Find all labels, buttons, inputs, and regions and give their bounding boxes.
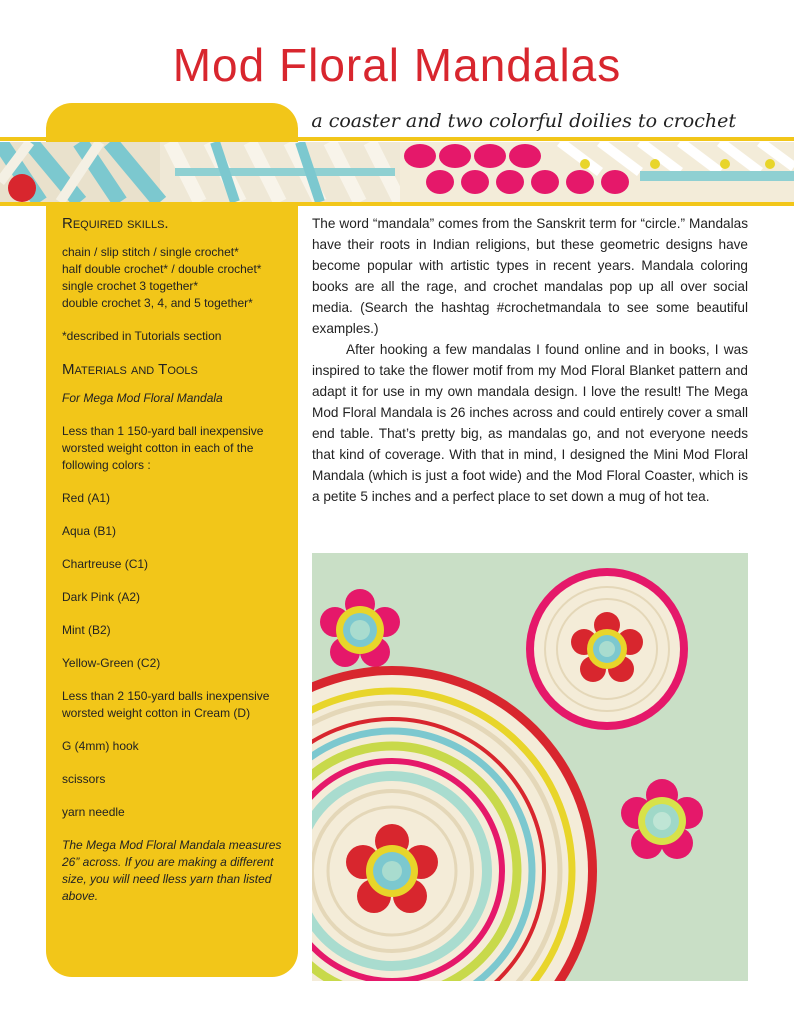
banner-top-rule <box>0 137 794 141</box>
sidebar-content <box>62 215 287 921</box>
skills-note: *described in Tutorials section <box>62 329 222 343</box>
needle-item: yarn needle <box>62 805 125 819</box>
skill-item: single crochet 3 together* <box>62 279 199 293</box>
size-note: The Mega Mod Floral Mandala measures 26” across. If you are making a different size, you will need lless yarn than listed above. <box>62 838 282 903</box>
crochet-banner-image <box>0 142 794 202</box>
skills-list <box>62 244 287 312</box>
mandala-photo <box>312 553 748 981</box>
color-item: Dark Pink (A2) <box>62 590 141 604</box>
yarn-requirement-1: Less than 1 150-yard ball inexpensive worsted weight cotton in each of the following colors : <box>62 424 264 472</box>
page-subtitle: a coaster and two colorful doilies to crochet <box>311 110 736 132</box>
intro-paragraph-2: After hooking a few mandalas I found online and in books, I was inspired to take the flower motif from my Mod Floral Blanket pattern and adapt it for use in my own mandala design. I love the result! The Mega Mod Floral Mandala is 26 inches across and could entirely cover a small end table. That’s pretty big, as mandalas go, and not everyone needs that kind of coverage. With that in mind, I designed the Mini Mod Floral Mandala (which is just a foot wide) and the Mod Floral Coaster, which is a petite 5 inches and a perfect place to set down a mug of hot tea. <box>312 342 748 504</box>
materials-heading: Materials and Tools <box>62 361 198 378</box>
color-item: Yellow-Green (C2) <box>62 656 161 670</box>
intro-paragraph-1: The word “mandala” comes from the Sanskrit term for “circle.” Mandalas have their roots in Indian religions, but these geometric designs have become popular with artistic types in recent years. Mandala coloring books are all the rage, and crochet mandalas pop up all over social media. (Search the hashtag #crochetmandala to see some beautiful examples.) <box>312 216 748 336</box>
skill-item: double crochet 3, 4, and 5 together* <box>62 296 253 310</box>
hook-item: G (4mm) hook <box>62 739 139 753</box>
color-item: Red (A1) <box>62 491 111 505</box>
skills-heading: Required skills. <box>62 215 169 232</box>
color-item: Mint (B2) <box>62 623 111 637</box>
skill-item: half double crochet* / double crochet* <box>62 262 262 276</box>
banner-bottom-rule <box>0 202 794 206</box>
page-title: Mod Floral Mandalas <box>172 39 622 91</box>
materials-for-label: For Mega Mod Floral Mandala <box>62 391 223 405</box>
banner-left-aqua <box>0 142 160 202</box>
banner-right-pink <box>400 142 794 202</box>
mini-mandala <box>526 568 688 730</box>
skill-item: chain / slip stitch / single crochet* <box>62 245 239 259</box>
color-item: Aqua (B1) <box>62 524 117 538</box>
yarn-requirement-2: Less than 2 150-yard balls inexpensive worsted weight cotton in Cream (D) <box>62 689 270 720</box>
intro-text <box>312 213 748 507</box>
scissors-item: scissors <box>62 772 106 786</box>
color-item: Chartreuse (C1) <box>62 557 149 571</box>
